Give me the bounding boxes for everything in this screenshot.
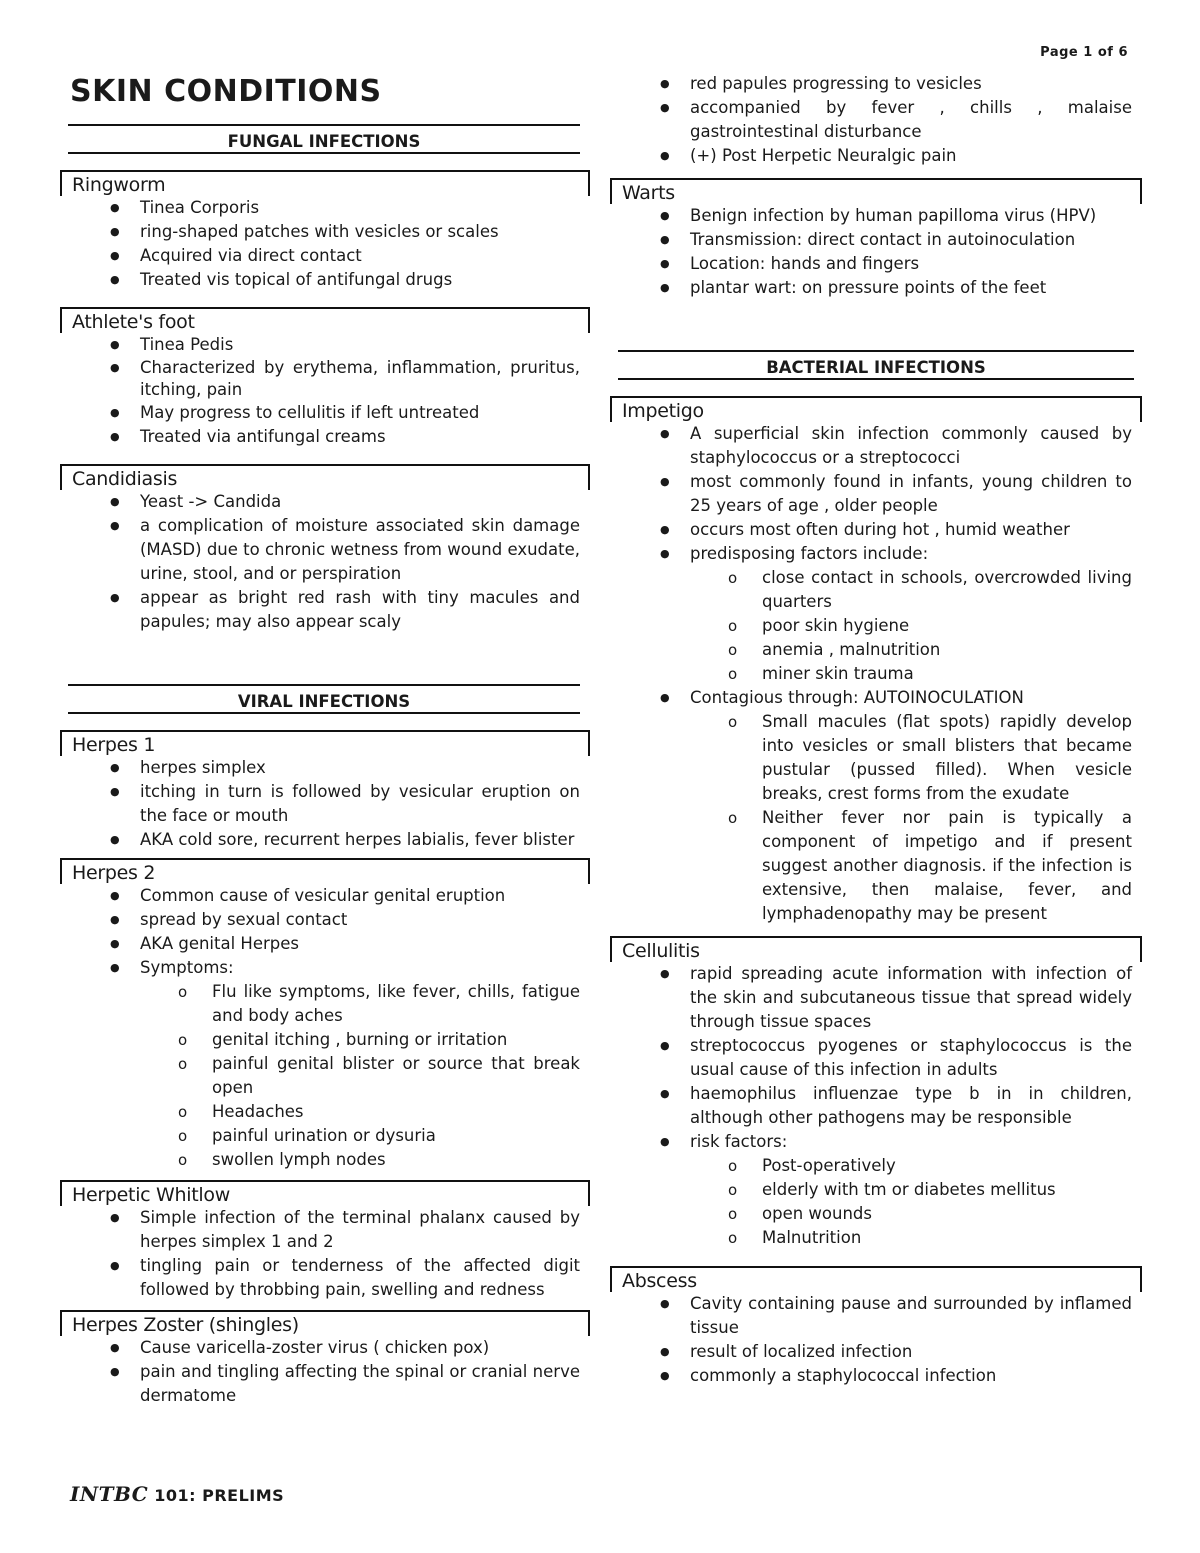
list-item: [690, 1130, 1132, 1250]
candidiasis-title: Candidiasis: [60, 464, 590, 490]
sub-list-item: o swollen lymph nodes: [212, 1148, 580, 1172]
list-item: ● Tinea Pedis: [140, 333, 580, 357]
sub-list-item: o elderly with tm or diabetes mellitus: [762, 1178, 1132, 1202]
cellulitis-title: Cellulitis: [610, 936, 1142, 962]
list-item: ● Yeast -> Candida: [140, 490, 580, 514]
list-item: ● Simple infection of the terminal phalanx caused by herpes simplex 1 and 2: [140, 1206, 580, 1254]
fungal-infections-header: FUNGAL INFECTIONS: [68, 124, 580, 154]
list-item: ● Treated via antifungal creams: [140, 425, 580, 449]
course-logo: INTBC: [70, 1482, 149, 1506]
herpetic-whitlow-section: [60, 1180, 590, 1302]
list-item: ● Tinea Corporis: [140, 196, 580, 220]
herpes-zoster-title: Herpes Zoster (shingles): [60, 1310, 590, 1336]
sub-list-item: o Small macules (flat spots) rapidly develop into vesicles or small blisters that became pustular (pussed filled). When vesicle breaks, crest forms from the exudate: [762, 710, 1132, 806]
list-item: ● Acquired via direct contact: [140, 244, 580, 268]
impetigo-title: Impetigo: [610, 396, 1142, 422]
list-item: ● A superficial skin infection commonly caused by staphylococcus or a streptococci: [690, 422, 1132, 470]
warts-section: [610, 178, 1142, 300]
list-item: ● itching in turn is followed by vesicular eruption on the face or mouth: [140, 780, 580, 828]
list-item: ● accompanied by fever , chills , malaise gastrointestinal disturbance: [690, 96, 1132, 144]
herpes1-title: Herpes 1: [60, 730, 590, 756]
list-item: ● AKA cold sore, recurrent herpes labialis, fever blister: [140, 828, 580, 852]
right-column: [610, 72, 1142, 1388]
list-item: ● spread by sexual contact: [140, 908, 580, 932]
sub-list-item: o genital itching , burning or irritation: [212, 1028, 580, 1052]
risk-factors-label: risk factors:: [690, 1132, 788, 1151]
list-item: ● haemophilus influenzae type b in in children, although other pathogens may be responsible: [690, 1082, 1132, 1130]
sub-list-item: o Headaches: [212, 1100, 580, 1124]
list-item: ● plantar wart: on pressure points of the feet: [690, 276, 1132, 300]
list-item: [690, 686, 1132, 926]
sub-list-item: o poor skin hygiene: [762, 614, 1132, 638]
herpes-zoster-continued: [610, 72, 1142, 168]
list-item: ● Cause varicella-zoster virus ( chicken pox): [140, 1336, 580, 1360]
sub-list-item: o painful genital blister or source that break open: [212, 1052, 580, 1100]
factors-label: predisposing factors include:: [690, 544, 929, 563]
left-column: [60, 124, 590, 1408]
list-item: [690, 542, 1132, 686]
cellulitis-section: [610, 936, 1142, 1250]
symptoms-label: Symptoms:: [140, 958, 234, 977]
list-item: [140, 956, 580, 1172]
herpes-zoster-section: [60, 1310, 590, 1408]
contagious-label: Contagious through: AUTOINOCULATION: [690, 688, 1024, 707]
abscess-section: [610, 1266, 1142, 1388]
sub-list-item: o Post-operatively: [762, 1154, 1132, 1178]
list-item: ● Treated vis topical of antifungal drugs: [140, 268, 580, 292]
herpetic-whitlow-title: Herpetic Whitlow: [60, 1180, 590, 1206]
list-item: ● appear as bright red rash with tiny macules and papules; may also appear scaly: [140, 586, 580, 634]
abscess-title: Abscess: [610, 1266, 1142, 1292]
sub-list-item: o painful urination or dysuria: [212, 1124, 580, 1148]
list-item: ● AKA genital Herpes: [140, 932, 580, 956]
list-item: ● ring-shaped patches with vesicles or scales: [140, 220, 580, 244]
sub-list-item: o miner skin trauma: [762, 662, 1132, 686]
list-item: ● Cavity containing pause and surrounded by inflamed tissue: [690, 1292, 1132, 1340]
herpes2-section: [60, 858, 590, 1172]
list-item: ● Characterized by erythema, inflammation, pruritus, itching, pain: [140, 357, 580, 401]
athletes-foot-title: Athlete's foot: [60, 307, 590, 333]
ringworm-section: [60, 170, 590, 292]
page-footer: [70, 1482, 284, 1506]
list-item: ● May progress to cellulitis if left untreated: [140, 401, 580, 425]
bacterial-infections-header: BACTERIAL INFECTIONS: [618, 350, 1134, 380]
ringworm-title: Ringworm: [60, 170, 590, 196]
list-item: ● result of localized infection: [690, 1340, 1132, 1364]
document-title: SKIN CONDITIONS: [70, 74, 382, 109]
list-item: ● streptococcus pyogenes or staphylococcus is the usual cause of this infection in adults: [690, 1034, 1132, 1082]
list-item: ● Common cause of vesicular genital eruption: [140, 884, 580, 908]
list-item: ● commonly a staphylococcal infection: [690, 1364, 1132, 1388]
herpes2-title: Herpes 2: [60, 858, 590, 884]
list-item: ● herpes simplex: [140, 756, 580, 780]
list-item: ● tingling pain or tenderness of the affected digit followed by throbbing pain, swelling and redness: [140, 1254, 580, 1302]
list-item: ● Transmission: direct contact in autoinoculation: [690, 228, 1132, 252]
sub-list-item: o Flu like symptoms, like fever, chills, fatigue and body aches: [212, 980, 580, 1028]
sub-list-item: o Neither fever nor pain is typically a component of impetigo and if present suggest another diagnosis. if the infection is extensive, then malaise, fever, and lymphadenopathy may be present: [762, 806, 1132, 926]
sub-list-item: o close contact in schools, overcrowded living quarters: [762, 566, 1132, 614]
list-item: ● occurs most often during hot , humid weather: [690, 518, 1132, 542]
sub-list-item: o anemia , malnutrition: [762, 638, 1132, 662]
athletes-foot-section: [60, 307, 590, 449]
list-item: ● red papules progressing to vesicles: [690, 72, 1132, 96]
list-item: ● most commonly found in infants, young children to 25 years of age , older people: [690, 470, 1132, 518]
sub-list-item: o open wounds: [762, 1202, 1132, 1226]
warts-title: Warts: [610, 178, 1142, 204]
list-item: ● Benign infection by human papilloma virus (HPV): [690, 204, 1132, 228]
list-item: ● rapid spreading acute information with infection of the skin and subcutaneous tissue that spread widely through tissue spaces: [690, 962, 1132, 1034]
list-item: ● pain and tingling affecting the spinal or cranial nerve dermatome: [140, 1360, 580, 1408]
list-item: ● Location: hands and fingers: [690, 252, 1132, 276]
page-number: Page 1 of 6: [1040, 45, 1128, 60]
list-item: ● a complication of moisture associated skin damage (MASD) due to chronic wetness from wound exudate, urine, stool, and or perspiration: [140, 514, 580, 586]
candidiasis-section: [60, 464, 590, 634]
footer-label: 101: PRELIMS: [154, 1486, 285, 1505]
herpes1-section: [60, 730, 590, 852]
sub-list-item: o Malnutrition: [762, 1226, 1132, 1250]
viral-infections-header: VIRAL INFECTIONS: [68, 684, 580, 714]
impetigo-section: [610, 396, 1142, 926]
list-item: ● (+) Post Herpetic Neuralgic pain: [690, 144, 1132, 168]
